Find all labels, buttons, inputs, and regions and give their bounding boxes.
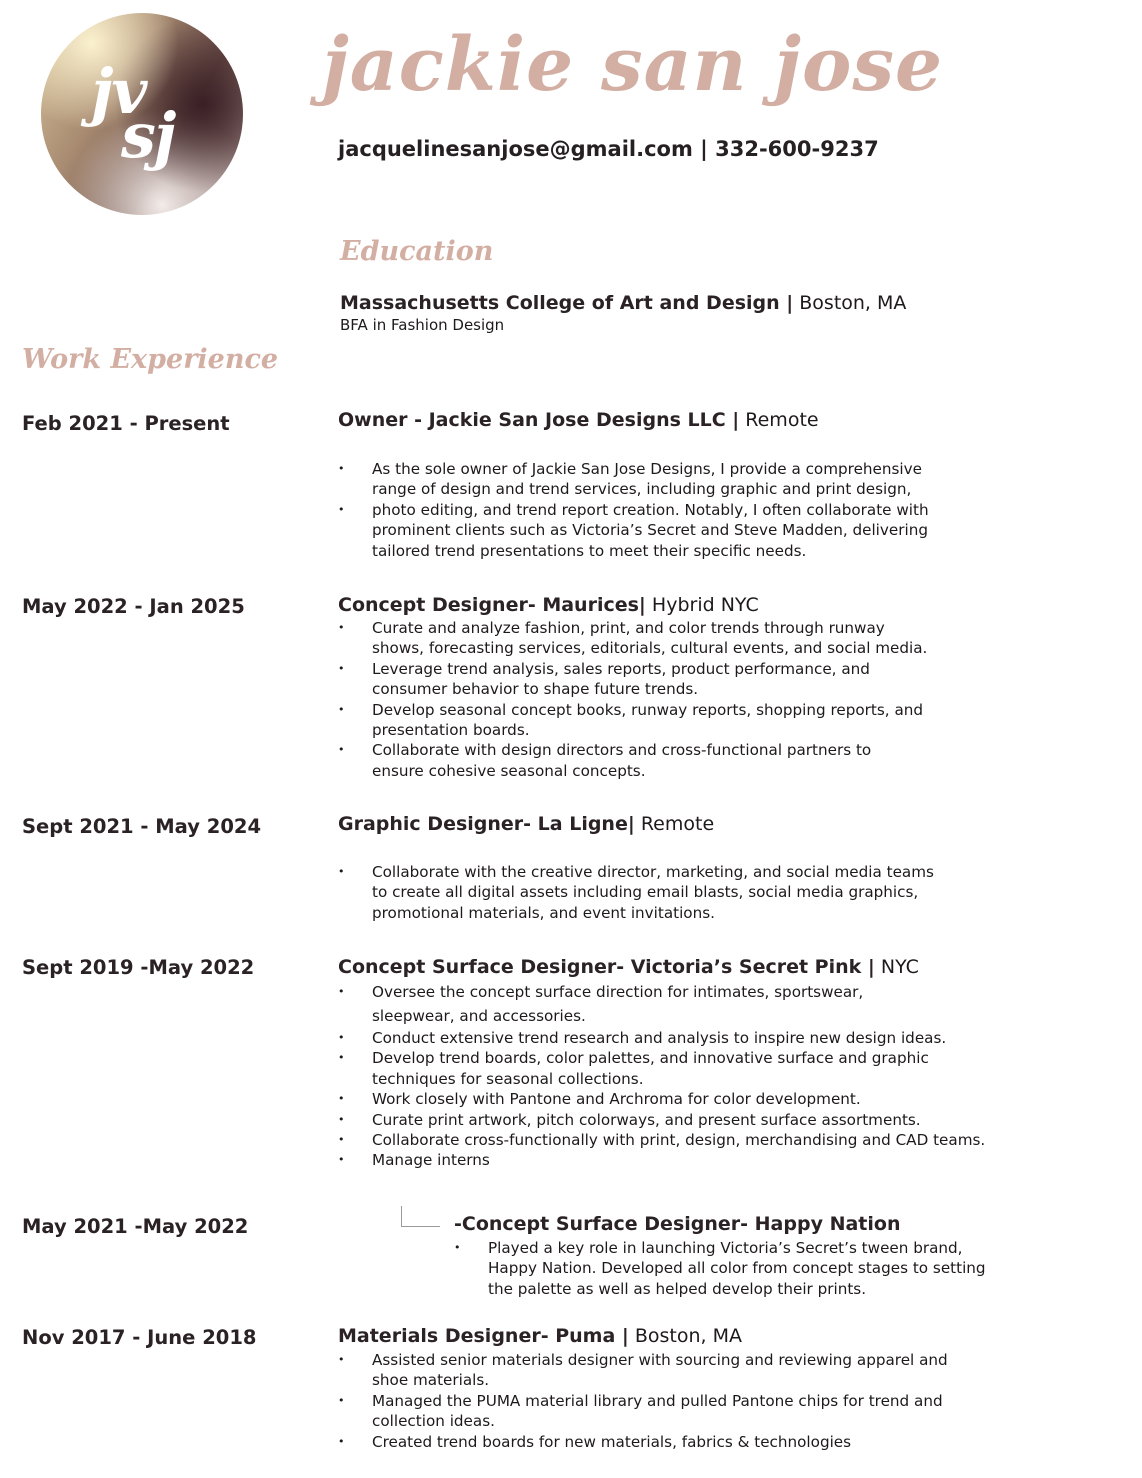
job-title xyxy=(338,813,714,835)
job-role: Materials Designer- Puma | xyxy=(338,1325,629,1347)
job-bullet: • Oversee the concept surface direction for intimates, sportswear, sleepwear, and accessories. xyxy=(338,980,1098,1028)
monogram-logo xyxy=(41,13,243,215)
job-title xyxy=(338,956,919,978)
job-role: Owner - Jackie San Jose Designs LLC | xyxy=(338,409,740,431)
job-bullet: • Assisted senior materials designer with sourcing and reviewing apparel and shoe materials. xyxy=(338,1350,1088,1391)
job-bullets xyxy=(338,1350,1088,1452)
job-bullet: • Curate print artwork, pitch colorways, and present surface assortments. xyxy=(338,1110,1098,1130)
school-name: Massachusetts College of Art and Design | xyxy=(340,292,794,314)
work-experience-heading: Work Experience xyxy=(22,344,279,375)
job-bullet: • Collaborate with design directors and cross-functional partners to ensure cohesive seasonal concepts. xyxy=(338,740,1088,781)
job-title xyxy=(338,594,759,616)
job-bullet: • Played a key role in launching Victoria’s Secret’s tween brand, Happy Nation. Developed all color from concept stages to setting the palette as well as helped develop their prints. xyxy=(454,1238,1074,1299)
job-bullet: • photo editing, and trend report creation. Notably, I often collaborate with prominent clients such as Victoria’s Secret and Steve Madden, delivering tailored trend presentations to meet their specific needs. xyxy=(338,500,1088,561)
resume-name: jackie san jose xyxy=(322,22,944,108)
job-dates: Nov 2017 - June 2018 xyxy=(22,1326,257,1349)
contact-line: jacquelinesanjose@gmail.com | 332-600-9237 xyxy=(338,137,879,161)
job-location: NYC xyxy=(874,956,919,978)
job-role: Concept Designer- Maurices| xyxy=(338,594,646,616)
job-bullet: • Develop trend boards, color palettes, and innovative surface and graphic techniques for seasonal collections. xyxy=(338,1048,1098,1089)
job-bullet: • Leverage trend analysis, sales reports, product performance, and consumer behavior to shape future trends. xyxy=(338,659,1088,700)
job-bullet: • Conduct extensive trend research and analysis to inspire new design ideas. xyxy=(338,1028,1098,1048)
logo-initials-top: jv xyxy=(91,55,146,128)
job-bullets xyxy=(338,459,1088,561)
job-location: Boston, MA xyxy=(628,1325,743,1347)
job-bullets xyxy=(338,862,1088,923)
job-dates: Sept 2021 - May 2024 xyxy=(22,815,262,838)
job-bullet: • Develop seasonal concept books, runway reports, shopping reports, and presentation boards. xyxy=(338,700,1088,741)
job-bullet: • Created trend boards for new materials, fabrics & technologies xyxy=(338,1432,1088,1452)
job-title xyxy=(454,1213,900,1235)
job-location: Hybrid NYC xyxy=(645,594,759,616)
job-bullet: • Work closely with Pantone and Archroma for color development. xyxy=(338,1089,1098,1109)
job-bullet: • Collaborate with the creative director, marketing, and social media teams to create all digital assets including email blasts, social media graphics, promotional materials, and event invitations. xyxy=(338,862,1088,923)
education-degree: BFA in Fashion Design xyxy=(340,316,505,334)
job-bullet: • Collaborate cross-functionally with print, design, merchandising and CAD teams. xyxy=(338,1130,1098,1150)
job-bullets xyxy=(454,1238,1074,1299)
job-bullet: • Curate and analyze fashion, print, and color trends through runway shows, forecasting services, editorials, cultural events, and social media. xyxy=(338,618,1088,659)
logo-initials-bottom: sj xyxy=(121,99,175,172)
job-bullet: • Managed the PUMA material library and pulled Pantone chips for trend and collection ideas. xyxy=(338,1391,1088,1432)
school-location: Boston, MA xyxy=(793,292,907,314)
job-dates: Feb 2021 - Present xyxy=(22,412,230,435)
job-bullet: • As the sole owner of Jackie San Jose Designs, I provide a comprehensive range of design and trend services, including graphic and print design, xyxy=(338,459,1088,500)
job-role: Concept Surface Designer- Victoria’s Secret Pink | xyxy=(338,956,875,978)
job-bullet: • Manage interns xyxy=(338,1150,1098,1170)
job-dates: May 2022 - Jan 2025 xyxy=(22,595,245,618)
job-title xyxy=(338,1325,742,1347)
job-title xyxy=(338,409,819,431)
job-location: Remote xyxy=(634,813,715,835)
job-dates: May 2021 -May 2022 xyxy=(22,1215,249,1238)
education-heading: Education xyxy=(340,236,494,267)
job-bullets xyxy=(338,618,1088,781)
job-bullets xyxy=(338,980,1098,1171)
job-role: Graphic Designer- La Ligne| xyxy=(338,813,635,835)
job-location: Remote xyxy=(739,409,819,431)
job-role: -Concept Surface Designer- Happy Nation xyxy=(454,1213,901,1235)
job-dates: Sept 2019 -May 2022 xyxy=(22,956,255,979)
sub-role-connector xyxy=(401,1206,440,1227)
education-school xyxy=(340,292,906,314)
